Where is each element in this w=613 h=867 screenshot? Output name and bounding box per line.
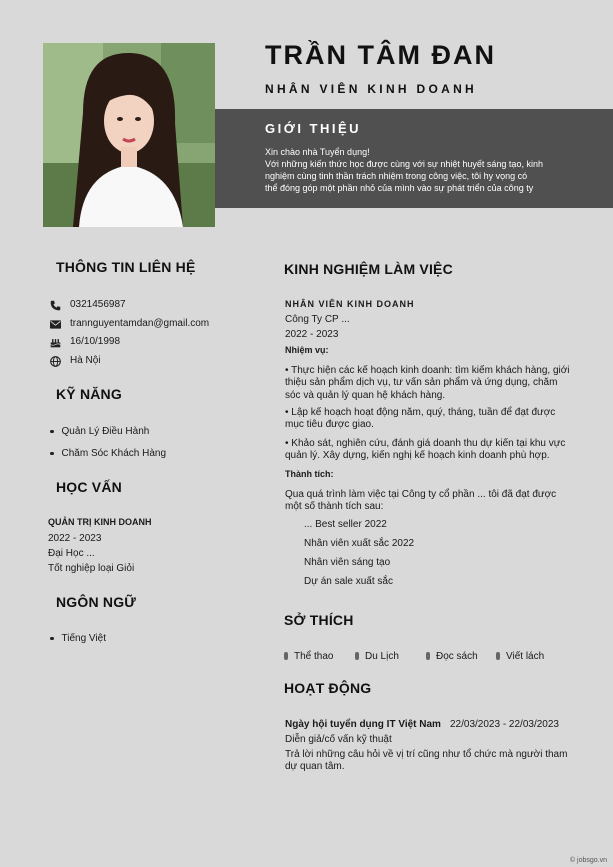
hobby-item (496, 651, 544, 662)
experience-position: NHÂN VIÊN KINH DOANH (285, 299, 415, 309)
education-heading: HỌC VẤN (56, 479, 122, 495)
contact-email[interactable]: trannguyentamdan@gmail.com (70, 318, 210, 329)
activity-description-line: Trả lời những câu hỏi về vị trí cũng như tổ chức mà người tham (285, 749, 568, 760)
candidate-name: TRẦN TÂM ĐAN (265, 40, 496, 70)
activity-role: Diễn giả/cố vấn kỹ thuật (285, 734, 392, 745)
hobby-marker-icon (426, 652, 430, 660)
bullet-icon (50, 430, 54, 434)
contact-birthday: 16/10/1998 (70, 336, 121, 347)
education-grade: Tốt nghiệp loại Giỏi (48, 563, 135, 574)
duty-line: mục tiêu được giao. (285, 419, 374, 431)
bullet-icon (50, 452, 54, 456)
hobby-marker-icon (355, 652, 359, 660)
hobby-item (355, 651, 399, 662)
duty-item (285, 365, 570, 402)
contact-heading: THÔNG TIN LIÊN HỆ (56, 259, 196, 275)
intro-line: nghiệm cùng tinh thần trách nhiệm trong công việc, tôi hy vọng có (265, 171, 528, 182)
activity-event: Ngày hội tuyển dụng IT Việt Nam (285, 719, 441, 730)
experience-period: 2022 - 2023 (285, 329, 339, 340)
hobby-marker-icon (496, 652, 500, 660)
achievement-item: Dự án sale xuất sắc (304, 576, 393, 587)
duty-line: • Khảo sát, nghiên cứu, đánh giá doanh thu dự kiến tại khu vực (285, 438, 566, 449)
contact-location: Hà Nội (70, 355, 101, 366)
globe-icon (48, 354, 62, 368)
bullet-icon (50, 637, 54, 641)
hobby-marker-icon (284, 652, 288, 660)
intro-heading: GIỚI THIỆU (265, 121, 362, 136)
phone-icon (48, 298, 62, 312)
duty-line: quản lý. Xây dựng, kiến nghị kế hoạch kinh doanh phù hợp. (285, 450, 550, 462)
hobby-item (284, 651, 333, 662)
intro-text (265, 146, 570, 194)
skill-label: Chăm Sóc Khách Hàng (61, 448, 167, 459)
achievement-item: Nhân viên xuất sắc 2022 (304, 538, 415, 549)
job-title: NHÂN VIÊN KINH DOANH (265, 82, 478, 96)
hobby-label: Đọc sách (436, 651, 478, 662)
hobby-label: Du Lịch (365, 651, 399, 662)
profile-photo (43, 43, 215, 227)
intro-line: thể đóng góp một phần nhỏ của mình vào sự phát triển của công ty (265, 183, 534, 194)
achievements-intro-line: Qua quá trình làm việc tại Công ty cổ phần ... tôi đã đạt được (285, 489, 557, 500)
achievement-item: ... Best seller 2022 (304, 519, 387, 530)
duty-line: • Thực hiện các kế hoạch kinh doanh: tìm kiếm khách hàng, giới (285, 365, 570, 376)
experience-company: Công Ty CP ... (285, 314, 350, 325)
duty-line: sóc và quản lý quan hệ khách hàng. (285, 389, 446, 401)
contact-phone: 0321456987 (70, 299, 126, 310)
duty-line: • Lập kế hoạch hoạt động năm, quý, tháng, tuần để đạt được (285, 407, 556, 418)
duty-item (285, 407, 555, 432)
education-period: 2022 - 2023 (48, 533, 102, 544)
language-item (50, 633, 106, 644)
birthday-cake-icon (48, 335, 62, 349)
activity-dates: 22/03/2023 - 22/03/2023 (450, 719, 559, 730)
achievement-item: Nhân viên sáng tạo (304, 557, 391, 568)
duty-line: thiệu sản phẩm dịch vụ, tư vấn sản phẩm và ứng dụng, chăm (285, 377, 558, 389)
intro-line: Với những kiến thức học được cùng với sự nhiệt huyết sáng tạo, kinh (265, 159, 543, 170)
intro-section (215, 109, 613, 208)
skill-item (50, 426, 149, 437)
duties-label: Nhiệm vụ: (285, 345, 329, 355)
language-label: Tiếng Việt (61, 633, 106, 644)
watermark: © jobsgo.vn (569, 857, 607, 864)
hobby-label: Viết lách (506, 651, 545, 662)
skills-heading: KỸ NĂNG (56, 386, 122, 402)
hobbies-heading: SỞ THÍCH (284, 612, 354, 628)
education-major: QUẢN TRỊ KINH DOANH (48, 517, 152, 527)
hobby-label: Thể thao (294, 651, 334, 662)
activity-description-line: dự quan tâm. (285, 761, 345, 773)
education-school: Đại Học ... (48, 548, 95, 559)
activity-description (285, 749, 567, 774)
skill-item (50, 448, 166, 459)
experience-heading: KINH NGHIỆM LÀM VIỆC (284, 261, 453, 277)
activities-heading: HOẠT ĐỘNG (284, 680, 372, 696)
hobby-item (426, 651, 478, 662)
intro-line: Xin chào nhà Tuyển dụng! (265, 147, 370, 157)
achievements-label: Thành tích: (285, 469, 334, 479)
achievements-intro (285, 489, 556, 514)
languages-heading: NGÔN NGỮ (56, 594, 137, 610)
envelope-icon (48, 317, 62, 331)
achievements-intro-line: một số thành tích sau: (285, 501, 384, 513)
duty-item (285, 438, 565, 463)
skill-label: Quản Lý Điều Hành (61, 426, 150, 437)
